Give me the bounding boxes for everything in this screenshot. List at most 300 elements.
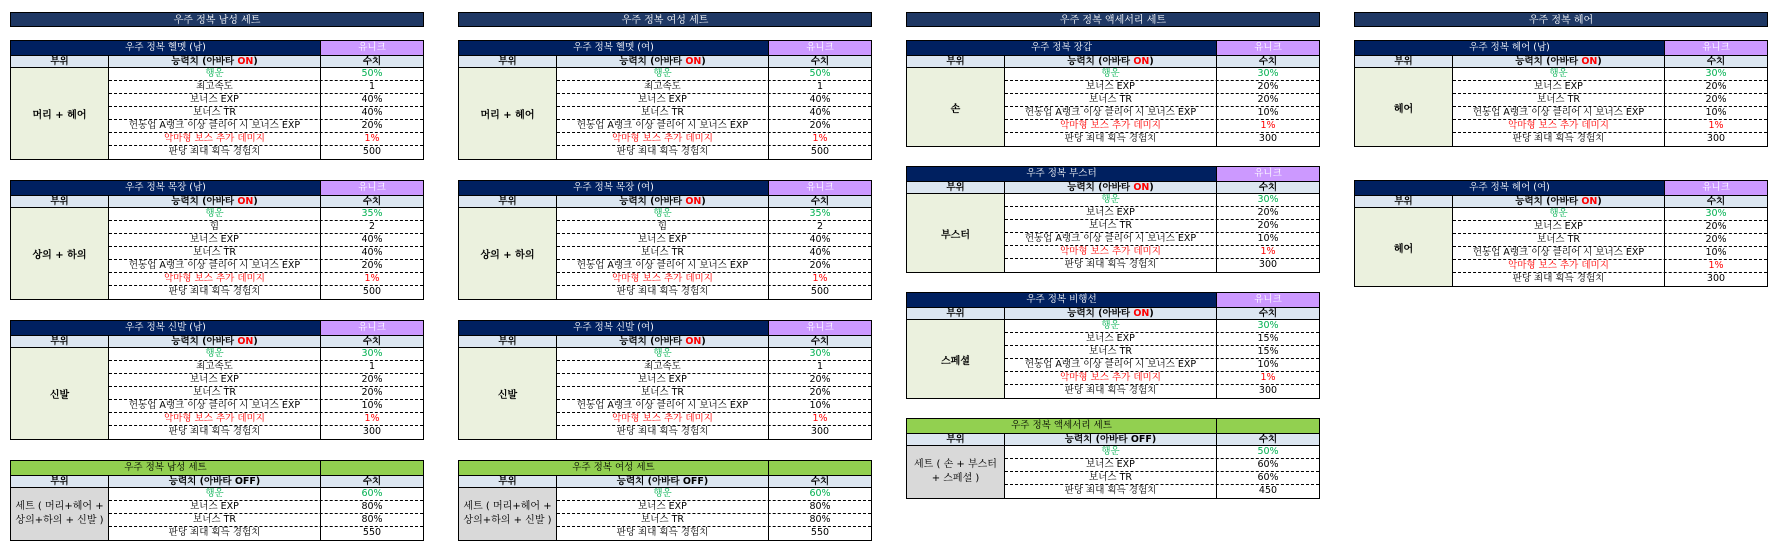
stat-value: 50%	[1257, 446, 1279, 457]
stat-name: 행운	[1005, 194, 1217, 206]
stat-row	[557, 107, 871, 120]
stat-value: 10%	[1705, 247, 1727, 258]
stat-name: 보너스 TR	[1453, 94, 1665, 106]
value-header: 수치	[810, 56, 830, 67]
avatar-state: ON	[1581, 56, 1598, 67]
stat-row	[109, 426, 423, 439]
stat-table	[458, 460, 872, 541]
stat-value: 80%	[809, 514, 831, 525]
rank-badge: 유니크	[1665, 181, 1767, 195]
stat-name: 악마형 보스 추가 데미지	[109, 413, 321, 425]
value-header: 수치	[1706, 196, 1726, 207]
table-title: 우주 정복 장갑	[907, 41, 1217, 55]
value-header: 수치	[1258, 56, 1278, 67]
column-headers	[907, 307, 1319, 320]
stat-row	[557, 247, 871, 260]
stat-name: 행운	[109, 208, 321, 220]
stat-name: 행운	[557, 348, 769, 360]
stat-row	[557, 413, 871, 426]
stat-name: 판당 최대 획득 경험치	[1005, 485, 1217, 498]
part-header: 부위	[11, 476, 109, 487]
table-title: 우주 정복 헤어 (여)	[1355, 181, 1665, 195]
stat-row	[109, 94, 423, 107]
stat-row	[1453, 234, 1767, 247]
table-body	[11, 208, 423, 299]
stat-name: 판당 최대 획득 경험치	[557, 527, 769, 540]
part-cell: 신발	[459, 348, 557, 439]
stat-list	[557, 68, 871, 159]
ability-header: 능력치 (아바타 ON)	[109, 336, 321, 347]
stat-table	[10, 40, 424, 160]
stat-row	[1005, 68, 1319, 81]
stat-value: 40%	[809, 107, 831, 118]
table-title: 우주 정복 부스터	[907, 167, 1217, 181]
stat-name: 판당 최대 획득 경험치	[109, 286, 321, 299]
ability-header: 능력치 (아바타 ON)	[557, 196, 769, 207]
stat-value: 10%	[1257, 359, 1279, 370]
stat-value: 30%	[1257, 68, 1279, 79]
avatar-state: OFF	[234, 476, 256, 487]
avatar-state: ON	[1133, 182, 1150, 193]
stat-value: 300	[1706, 133, 1726, 144]
stat-row	[109, 400, 423, 413]
ability-header: 능력치 (아바타 ON)	[557, 336, 769, 347]
table-body	[1355, 208, 1767, 286]
stat-row	[109, 387, 423, 400]
stat-row	[1453, 120, 1767, 133]
stat-name: 보너스 TR	[557, 107, 769, 119]
table-body	[907, 68, 1319, 146]
part-header: 부위	[459, 196, 557, 207]
stat-table	[458, 40, 872, 160]
stat-list	[1453, 208, 1767, 286]
stat-name: 보너스 TR	[1005, 346, 1217, 358]
value-header: 수치	[362, 56, 382, 67]
rank-badge: 유니크	[321, 321, 423, 335]
stat-row	[109, 208, 423, 221]
table-body	[11, 348, 423, 439]
part-cell: 상의 + 하의	[459, 208, 557, 299]
stat-list	[109, 68, 423, 159]
stat-name: 보너스 EXP	[1005, 333, 1217, 345]
stat-name: 판당 최대 획득 경험치	[1453, 273, 1665, 286]
stat-name: 헌동업 A랭크 이상 클리어 시 보너스 EXP	[557, 120, 769, 132]
stat-row	[1453, 260, 1767, 273]
value-header: 수치	[810, 196, 830, 207]
stat-row	[109, 348, 423, 361]
stat-value: 20%	[361, 120, 383, 131]
part-cell: 머리 + 헤어	[11, 68, 109, 159]
table-title: 우주 정복 비행선	[907, 293, 1217, 307]
stat-value: 300	[1706, 273, 1726, 284]
rank-badge: 유니크	[321, 41, 423, 55]
value-header: 수치	[362, 336, 382, 347]
avatar-state: ON	[685, 56, 702, 67]
stat-list	[109, 208, 423, 299]
stat-row	[557, 286, 871, 299]
table-title-row	[459, 41, 871, 55]
stat-row	[1005, 372, 1319, 385]
stat-value: 60%	[361, 488, 383, 499]
stat-row	[1005, 194, 1319, 207]
avatar-state: ON	[237, 336, 254, 347]
stat-value: 20%	[1257, 94, 1279, 105]
stat-row	[1005, 359, 1319, 372]
part-header: 부위	[459, 56, 557, 67]
stat-value: 30%	[361, 348, 383, 359]
value-header: 수치	[810, 336, 830, 347]
stat-value: 1	[816, 361, 824, 372]
table-title: 우주 정복 신발 (여)	[459, 321, 769, 335]
stat-value: 20%	[361, 374, 383, 385]
table-title: 우주 정복 목장 (여)	[459, 181, 769, 195]
stat-name: 행운	[1005, 68, 1217, 80]
ability-header: 능력치 (아바타 ON)	[557, 56, 769, 67]
column-headers	[907, 181, 1319, 194]
stat-row	[557, 273, 871, 286]
stat-name: 보너스 EXP	[557, 374, 769, 386]
stat-value: 15%	[1257, 333, 1279, 344]
stat-name: 보너스 EXP	[109, 234, 321, 246]
stat-name: 보너스 TR	[557, 247, 769, 259]
stat-row	[109, 146, 423, 159]
stat-value: 40%	[361, 234, 383, 245]
stat-row	[557, 120, 871, 133]
stat-name: 악마형 보스 추가 데미지	[1453, 120, 1665, 132]
stat-value: 50%	[809, 68, 831, 79]
avatar-state: ON	[1581, 196, 1598, 207]
stat-name: 헌동업 A랭크 이상 클리어 시 보너스 EXP	[1005, 107, 1217, 119]
stat-value: 20%	[809, 120, 831, 131]
part-cell: 세트 ( 손 + 부스터 + 스페셜 )	[907, 446, 1005, 498]
part-header: 부위	[459, 336, 557, 347]
stat-name: 헌동업 A랭크 이상 클리어 시 보너스 EXP	[1005, 233, 1217, 245]
stat-name: 보너스 EXP	[557, 234, 769, 246]
section-header: 우주 정복 여성 세트	[458, 12, 872, 27]
stat-value: 500	[362, 146, 382, 157]
stat-name: 행운	[1453, 68, 1665, 80]
ability-header: 능력치 (아바타 OFF)	[557, 476, 769, 487]
stat-value: 10%	[1705, 107, 1727, 118]
stat-row	[557, 400, 871, 413]
rank-badge: 유니크	[321, 181, 423, 195]
avatar-state: ON	[1133, 308, 1150, 319]
table-body	[459, 208, 871, 299]
part-header: 부위	[1355, 56, 1453, 67]
stat-name: 행운	[109, 348, 321, 360]
stat-value: 10%	[1257, 107, 1279, 118]
stat-name: 헌동업 A랭크 이상 클리어 시 보너스 EXP	[109, 120, 321, 132]
stat-value: 1%	[1260, 120, 1276, 131]
stat-name: 행운	[557, 68, 769, 80]
table-title: 우주 정복 목장 (남)	[11, 181, 321, 195]
stat-value: 300	[1258, 133, 1278, 144]
stat-row	[557, 208, 871, 221]
stat-row	[1005, 107, 1319, 120]
stat-row	[109, 286, 423, 299]
stat-value: 20%	[1705, 94, 1727, 105]
stat-row	[1005, 259, 1319, 272]
stat-row	[557, 514, 871, 527]
column-headers	[11, 475, 423, 488]
rank-badge: 유니크	[1665, 41, 1767, 55]
avatar-state: ON	[1133, 56, 1150, 67]
table-title: 우주 정복 신발 (남)	[11, 321, 321, 335]
stat-table	[1354, 40, 1768, 147]
stat-row	[557, 374, 871, 387]
stat-row	[1005, 485, 1319, 498]
stat-value: 15%	[1257, 346, 1279, 357]
stat-value: 20%	[809, 260, 831, 271]
value-header: 수치	[362, 196, 382, 207]
stat-value: 30%	[1257, 320, 1279, 331]
table-title-row	[459, 181, 871, 195]
stat-value: 300	[362, 426, 382, 437]
rank-badge: 유니크	[769, 181, 871, 195]
stat-value: 20%	[361, 260, 383, 271]
stat-value: 30%	[809, 348, 831, 359]
stat-value: 300	[810, 426, 830, 437]
stat-list	[109, 348, 423, 439]
stat-table	[458, 180, 872, 300]
stat-name: 헌동업 A랭크 이상 클리어 시 보너스 EXP	[557, 260, 769, 272]
table-title: 우주 정복 헬멧 (여)	[459, 41, 769, 55]
stat-table	[10, 180, 424, 300]
table-title-row	[11, 461, 423, 475]
stat-row	[109, 361, 423, 374]
stat-name: 헌동업 A랭크 이상 클리어 시 보너스 EXP	[109, 400, 321, 412]
part-cell: 스페셜	[907, 320, 1005, 398]
column-headers	[459, 335, 871, 348]
avatar-state: ON	[237, 56, 254, 67]
stat-list	[1005, 194, 1319, 272]
stat-value: 1	[816, 81, 824, 92]
table-body	[907, 194, 1319, 272]
stat-row	[557, 501, 871, 514]
stat-name: 헌동업 A랭크 이상 클리어 시 보너스 EXP	[1005, 359, 1217, 371]
ability-header: 능력치 (아바타 ON)	[1005, 56, 1217, 67]
table-body	[1355, 68, 1767, 146]
part-header: 부위	[11, 56, 109, 67]
stat-name: 보너스 TR	[557, 387, 769, 399]
stat-list	[1005, 320, 1319, 398]
stat-value: 1	[368, 81, 376, 92]
stat-name: 헌동업 A랭크 이상 클리어 시 보너스 EXP	[1453, 107, 1665, 119]
stat-value: 1%	[1708, 260, 1724, 271]
table-body	[11, 488, 423, 540]
stat-row	[557, 94, 871, 107]
stat-list	[557, 488, 871, 540]
column-headers	[907, 55, 1319, 68]
stat-row	[557, 81, 871, 94]
table-title-row	[1355, 181, 1767, 195]
column-headers	[1355, 55, 1767, 68]
ability-header: 능력치 (아바타 ON)	[1453, 196, 1665, 207]
stat-row	[1005, 133, 1319, 146]
table-title-row	[11, 41, 423, 55]
stat-value: 1	[368, 361, 376, 372]
stat-row	[109, 107, 423, 120]
stat-value: 10%	[809, 400, 831, 411]
table-title: 우주 정복 남성 세트	[11, 461, 321, 475]
stat-name: 보너스 TR	[1453, 234, 1665, 246]
stat-value: 2	[368, 221, 376, 232]
table-body	[907, 446, 1319, 498]
stat-name: 판당 최대 획득 경험치	[1453, 133, 1665, 146]
value-header: 수치	[1706, 56, 1726, 67]
part-header: 부위	[907, 182, 1005, 193]
stat-name: 행운	[1453, 208, 1665, 220]
stat-row	[109, 120, 423, 133]
stat-row	[1453, 221, 1767, 234]
column-headers	[11, 55, 423, 68]
table-title-row	[907, 167, 1319, 181]
stat-row	[1005, 207, 1319, 220]
stat-value: 1%	[364, 413, 380, 424]
stat-value: 10%	[1257, 233, 1279, 244]
ability-header: 능력치 (아바타 ON)	[109, 56, 321, 67]
stat-row	[557, 426, 871, 439]
rank-badge: 유니크	[769, 41, 871, 55]
stat-row	[109, 260, 423, 273]
stat-table	[906, 418, 1320, 499]
stat-value: 20%	[1257, 81, 1279, 92]
stat-name: 헌동업 A랭크 이상 클리어 시 보너스 EXP	[109, 260, 321, 272]
stat-row	[1453, 107, 1767, 120]
stat-row	[1005, 346, 1319, 359]
stat-table	[10, 320, 424, 440]
stat-name: 보너스 TR	[1005, 472, 1217, 484]
ability-header: 능력치 (아바타 OFF)	[109, 476, 321, 487]
stat-value: 500	[810, 286, 830, 297]
stat-value: 1%	[1260, 372, 1276, 383]
stat-name: 판당 최대 획득 경험치	[1005, 385, 1217, 398]
stat-name: 최고속도	[109, 361, 321, 373]
stat-value: 35%	[361, 208, 383, 219]
value-header: 수치	[1258, 434, 1278, 445]
stat-value: 20%	[1257, 220, 1279, 231]
stat-name: 판당 최대 획득 경험치	[109, 426, 321, 439]
table-title: 우주 정복 여성 세트	[459, 461, 769, 475]
stat-table	[1354, 180, 1768, 287]
table-title-row	[459, 461, 871, 475]
part-cell: 머리 + 헤어	[459, 68, 557, 159]
stat-row	[557, 348, 871, 361]
stat-row	[109, 247, 423, 260]
stat-table	[906, 166, 1320, 273]
stat-value: 40%	[809, 234, 831, 245]
stat-name: 최고속도	[109, 81, 321, 93]
stat-value: 40%	[809, 247, 831, 258]
rank-badge	[321, 461, 423, 475]
stat-list	[1453, 68, 1767, 146]
stat-table	[906, 292, 1320, 399]
stat-value: 20%	[809, 374, 831, 385]
stat-list	[109, 488, 423, 540]
stat-value: 50%	[361, 68, 383, 79]
stat-name: 판당 최대 획득 경험치	[557, 286, 769, 299]
stat-value: 2	[816, 221, 824, 232]
stat-value: 550	[362, 527, 382, 538]
stat-name: 헌동업 A랭크 이상 클리어 시 보너스 EXP	[1453, 247, 1665, 259]
stat-value: 40%	[361, 94, 383, 105]
stat-row	[557, 68, 871, 81]
stat-name: 보너스 TR	[1005, 94, 1217, 106]
stat-value: 30%	[1705, 68, 1727, 79]
table-body	[459, 68, 871, 159]
stat-value: 550	[810, 527, 830, 538]
stat-name: 행운	[557, 488, 769, 500]
stat-value: 1%	[364, 133, 380, 144]
stat-value: 1%	[812, 273, 828, 284]
stat-name: 악마형 보스 추가 데미지	[1453, 260, 1665, 272]
part-cell: 세트 ( 머리+헤어 + 상의+하의 + 신발 )	[459, 488, 557, 540]
value-header: 수치	[1258, 182, 1278, 193]
part-cell: 부스터	[907, 194, 1005, 272]
stat-row	[1453, 208, 1767, 221]
stat-name: 보너스 TR	[109, 107, 321, 119]
stat-value: 80%	[809, 501, 831, 512]
stat-row	[1453, 81, 1767, 94]
part-header: 부위	[907, 434, 1005, 445]
part-header: 부위	[1355, 196, 1453, 207]
section-header: 우주 정복 남성 세트	[10, 12, 424, 27]
stat-name: 판당 최대 획득 경험치	[109, 527, 321, 540]
stat-name: 행운	[557, 208, 769, 220]
table-title: 우주 정복 헤어 (남)	[1355, 41, 1665, 55]
column-headers	[907, 433, 1319, 446]
stat-row	[1005, 220, 1319, 233]
table-body	[459, 348, 871, 439]
part-header: 부위	[907, 308, 1005, 319]
part-header: 부위	[11, 196, 109, 207]
stat-name: 보너스 EXP	[557, 501, 769, 513]
rank-badge: 유니크	[1217, 167, 1319, 181]
ability-header: 능력치 (아바타 ON)	[1453, 56, 1665, 67]
table-title-row	[11, 321, 423, 335]
stat-row	[109, 221, 423, 234]
stat-name: 보너스 EXP	[109, 374, 321, 386]
table-title: 우주 정복 헬멧 (남)	[11, 41, 321, 55]
avatar-state: OFF	[682, 476, 704, 487]
stat-row	[1005, 459, 1319, 472]
rank-badge: 유니크	[1217, 293, 1319, 307]
stat-row	[1453, 273, 1767, 286]
stat-value: 30%	[1257, 194, 1279, 205]
stat-value: 300	[1258, 385, 1278, 396]
stat-list	[1005, 68, 1319, 146]
stat-name: 판당 최대 획득 경험치	[1005, 133, 1217, 146]
column-headers	[11, 195, 423, 208]
stat-row	[557, 221, 871, 234]
avatar-state: ON	[685, 196, 702, 207]
stat-name: 보너스 TR	[1005, 220, 1217, 232]
table-title-row	[459, 321, 871, 335]
stat-name: 판당 최대 획득 경험치	[109, 146, 321, 159]
part-header: 부위	[11, 336, 109, 347]
table-title: 우주 정복 액세서리 세트	[907, 419, 1217, 433]
stat-name: 보너스 TR	[557, 514, 769, 526]
table-title-row	[907, 41, 1319, 55]
stat-name: 보너스 EXP	[109, 94, 321, 106]
stat-row	[109, 374, 423, 387]
rank-badge: 유니크	[1217, 41, 1319, 55]
stat-value: 300	[1258, 259, 1278, 270]
stat-value: 1%	[812, 413, 828, 424]
stat-row	[1453, 133, 1767, 146]
stat-name: 헌동업 A랭크 이상 클리어 시 보너스 EXP	[557, 400, 769, 412]
stat-name: 최고속도	[557, 361, 769, 373]
